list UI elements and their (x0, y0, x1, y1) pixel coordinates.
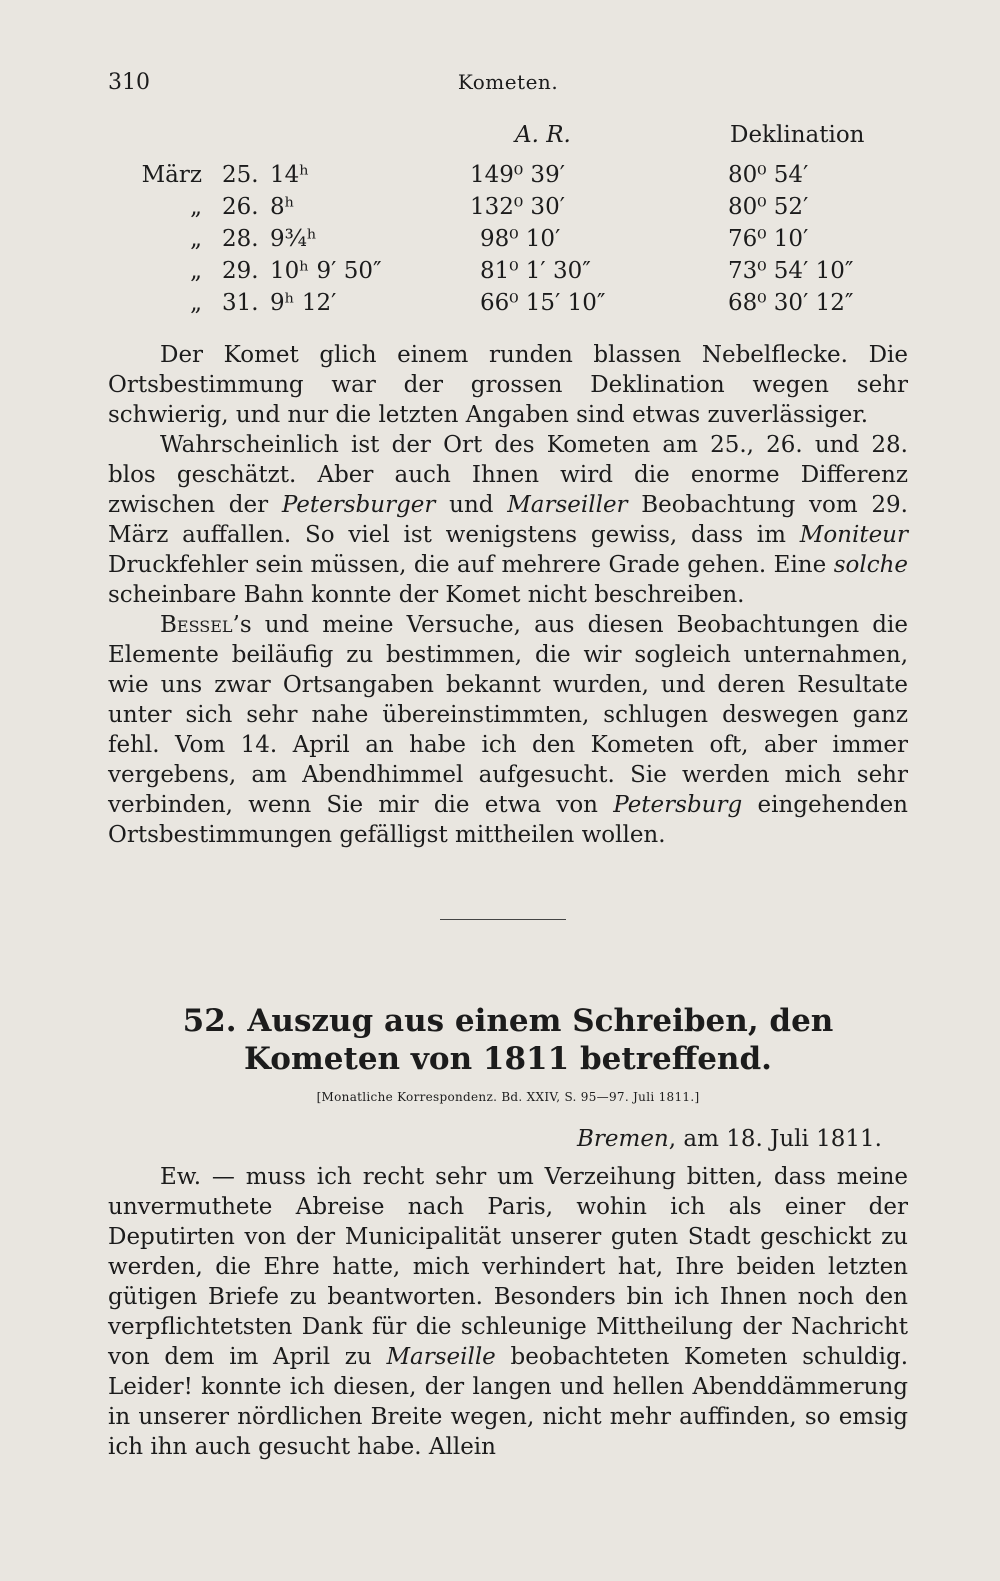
source-citation: [Monatliche Korrespondenz. Bd. XXIV, S. 95—97. Juli 1811.] (316, 1090, 700, 1104)
paragraph-text: Der Komet glich einem runden blassen Nebelflecke. Die Ortsbestimmung war der grossen Deklination wegen sehr schwierig, und nur die letzten Angaben sind etwas zuverlässiger. (108, 342, 908, 428)
deklination-cell: 68⁰ 30′ 12″ (728, 290, 854, 316)
author-name: Bessel (160, 612, 233, 638)
deklination-cell: 80⁰ 54′ (728, 162, 809, 188)
observation-table (0, 118, 1000, 328)
body-text-upper (108, 340, 908, 850)
day-cell: 28. (222, 226, 259, 252)
text-run: beobachteten Kometen schuldig. Leider! konnte ich diesen, der langen und hellen Abenddämmerung in unserer nördlichen Breite wegen, nicht mehr auffinden, so emsig ich ihn auch gesucht habe. Allein (108, 1344, 909, 1460)
ar-cell: 132⁰ 30′ (470, 194, 565, 220)
day-cell: 26. (222, 194, 259, 220)
place-name: Bremen (577, 1126, 669, 1152)
text-run: Beobachtung vom 29. März auffallen. So viel ist wenigstens gewiss, dass im (108, 492, 908, 548)
table-row (0, 258, 1000, 290)
day-cell: 25. (222, 162, 259, 188)
month-cell: „ (190, 226, 202, 252)
ar-cell: 81⁰ 1′ 30″ (480, 258, 591, 284)
column-header-ar: A. R. (515, 122, 571, 148)
text-run: Ew. — muss ich recht sehr um Verzeihung bitten, dass meine unvermuthete Abreise nach Paris, wohin ich als einer der Deputirten von der Municipalität unserer guten Stadt geschickt zu werden, die Ehre hatte, mich verhindert hat, Ihre beiden letzten gütigen Briefe zu beantworten. Besonders bin ich Ihnen noch den verpflichtetsten Dank für die schleunige Mittheilung der Nachricht von dem im April zu (108, 1164, 908, 1370)
month-cell: „ (190, 290, 202, 316)
ar-cell: 66⁰ 15′ 10″ (480, 290, 606, 316)
italic-text: Moniteur (799, 522, 908, 548)
italic-text: Petersburg (613, 792, 743, 818)
text-run: scheinbare Bahn konnte der Komet nicht beschreiben. (108, 582, 745, 608)
time-cell: 14ʰ (270, 162, 310, 188)
paragraph (108, 430, 908, 610)
section-title: 52. Auszug aus einem Schreiben, den Kometen von 1811 betreffend. (182, 1003, 834, 1077)
day-cell: 31. (222, 290, 259, 316)
deklination-cell: 80⁰ 52′ (728, 194, 809, 220)
table-row (0, 194, 1000, 226)
section-divider (440, 919, 566, 920)
paragraph (108, 1162, 908, 1462)
running-title: Kometen. (457, 70, 559, 94)
day-cell: 29. (222, 258, 259, 284)
text-run: ’s und meine Versuche, aus diesen Beobachtungen die Elemente beiläufig zu bestimmen, die wir sogleich unternahmen, wie uns zwar Ortsangaben bekannt wurden, und deren Resultate unter sich sehr nahe übereinstimmten, schlugen deswegen ganz fehl. Vom 14. April an habe ich den Kometen oft, aber immer vergebens, am Abendhimmel aufgesucht. Sie werden mich sehr verbinden, wenn Sie mir die etwa von (108, 612, 908, 818)
table-row (0, 162, 1000, 194)
letter-text (108, 1162, 908, 1462)
text-run: eingehenden Ortsbestimmungen gefälligst mittheilen wollen. (108, 792, 908, 848)
running-head (108, 70, 908, 100)
text-run: Wahrscheinlich ist der Ort des Kometen am 25., 26. und 28. blos geschätzt. Aber auch Ihnen wird die enorme Differenz zwischen der (108, 432, 908, 518)
italic-text: Marseille (386, 1344, 496, 1370)
italic-text: Petersburger (281, 492, 436, 518)
text-run: und (435, 492, 508, 518)
italic-text: Marseiller (507, 492, 628, 518)
deklination-cell: 76⁰ 10′ (728, 226, 809, 252)
date-text: , am 18. Juli 1811. (668, 1126, 882, 1152)
paragraph (108, 610, 908, 850)
month-cell: „ (190, 194, 202, 220)
deklination-cell: 73⁰ 54′ 10″ (728, 258, 854, 284)
time-cell: 9¾ʰ (270, 226, 317, 252)
italic-text: solche (833, 552, 908, 578)
table-row (0, 290, 1000, 322)
time-cell: 9ʰ 12′ (270, 290, 337, 316)
ar-cell: 149⁰ 39′ (470, 162, 565, 188)
time-cell: 8ʰ (270, 194, 295, 220)
text-run: Druckfehler sein müssen, die auf mehrere Grade gehen. Eine (108, 552, 834, 578)
page-number: 310 (108, 70, 150, 95)
column-header-deklination: Deklination (730, 122, 865, 148)
month-cell: „ (190, 258, 202, 284)
time-cell: 10ʰ 9′ 50″ (270, 258, 382, 284)
table-row (0, 226, 1000, 258)
month-cell: März (141, 162, 202, 188)
paragraph (108, 340, 908, 430)
ar-cell: 98⁰ 10′ (480, 226, 561, 252)
dateline (577, 1126, 882, 1152)
